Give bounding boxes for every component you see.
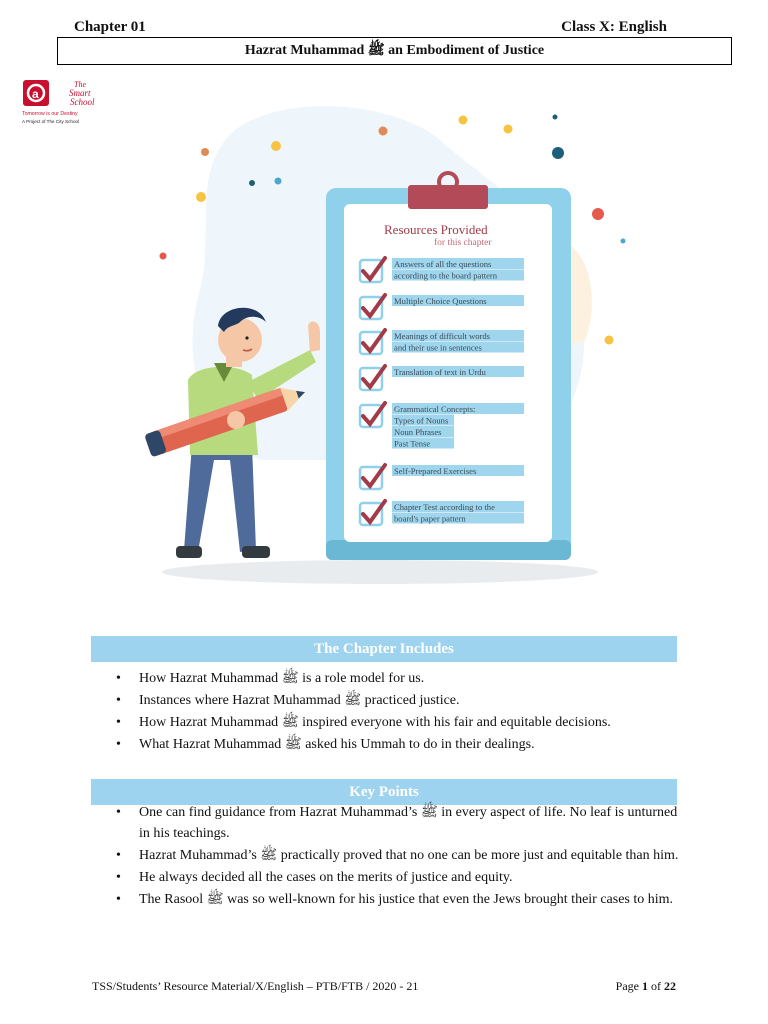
chapter-includes-list bbox=[116, 669, 686, 757]
chapter-includes-item: • What Hazrat Muhammad ﷺ asked his Ummah to do in their dealings. bbox=[116, 735, 686, 756]
key-point-item: • He always decided all the cases on the merits of justice and equity. bbox=[116, 868, 686, 889]
resource-item-text: Answers of all the questions bbox=[394, 258, 492, 269]
logo-line1: The bbox=[74, 80, 86, 89]
resource-item-text: Past Tense bbox=[394, 438, 431, 449]
key-point-item: • Hazrat Muhammad’s ﷺ practically proved that no one can be more just and equitable than him. bbox=[116, 846, 686, 867]
key-point-item: • The Rasool ﷺ was so well-known for his justice that even the Jews brought their cases to him. bbox=[116, 890, 686, 911]
page-number bbox=[616, 979, 676, 994]
resource-item-text: Multiple Choice Questions bbox=[394, 295, 487, 306]
chapter-number: Chapter 01 bbox=[74, 19, 146, 35]
page-label: Page bbox=[615, 979, 639, 993]
key-point-item: • One can find guidance from Hazrat Muhammad’s ﷺ in every aspect of life. No leaf is unturned in his teachings. bbox=[116, 803, 686, 844]
resources-illustration bbox=[140, 100, 640, 600]
chapter-includes-item: • How Hazrat Muhammad ﷺ inspired everyone with his fair and equitable decisions. bbox=[116, 713, 686, 734]
resource-item-text: Translation of text in Urdu bbox=[394, 366, 486, 377]
chapter-includes-heading: The Chapter Includes bbox=[91, 636, 677, 662]
resource-item-text: Noun Phrases bbox=[394, 426, 442, 437]
resource-item-text: according to the board pattern bbox=[394, 270, 498, 281]
chapter-includes-item: • How Hazrat Muhammad ﷺ is a role model for us. bbox=[116, 669, 686, 690]
key-points-list bbox=[116, 803, 686, 912]
school-logo bbox=[22, 78, 104, 128]
logo-line3: School bbox=[70, 97, 95, 107]
resource-item-text: Self-Prepared Exercises bbox=[394, 465, 477, 476]
resource-item-text: Types of Nouns bbox=[394, 415, 449, 426]
key-points-heading: Key Points bbox=[91, 779, 677, 805]
page-current: 1 bbox=[642, 979, 648, 993]
clipboard-clip bbox=[408, 185, 488, 209]
chapter-title: Hazrat Muhammad ﷺ an Embodiment of Justice bbox=[57, 37, 732, 65]
footer-path: TSS/Students’ Resource Material/X/English – PTB/FTB / 2020 - 21 bbox=[92, 979, 419, 993]
resource-item-text: Meanings of difficult words bbox=[394, 330, 491, 341]
page-total: 22 bbox=[664, 979, 676, 993]
resource-item-text: Grammatical Concepts: bbox=[394, 403, 476, 414]
class-subject: Class X: English bbox=[561, 19, 667, 35]
logo-line2: Smart bbox=[69, 88, 91, 98]
resource-item-text: board's paper pattern bbox=[394, 513, 466, 524]
svg-text:a: a bbox=[32, 87, 39, 101]
of-label: of bbox=[651, 979, 661, 993]
logo-project: A Project of The City School bbox=[22, 119, 80, 124]
logo-tagline: Tomorrow is our Destiny bbox=[22, 111, 78, 117]
resources-heading: Resources Provided bbox=[384, 222, 488, 237]
resource-item-text: and their use in sentences bbox=[394, 342, 482, 353]
floor-shadow bbox=[162, 560, 598, 584]
resource-item-text: Chapter Test according to the bbox=[394, 501, 495, 512]
resources-subheading: for this chapter bbox=[434, 238, 492, 248]
chapter-includes-item: • Instances where Hazrat Muhammad ﷺ practiced justice. bbox=[116, 691, 686, 712]
